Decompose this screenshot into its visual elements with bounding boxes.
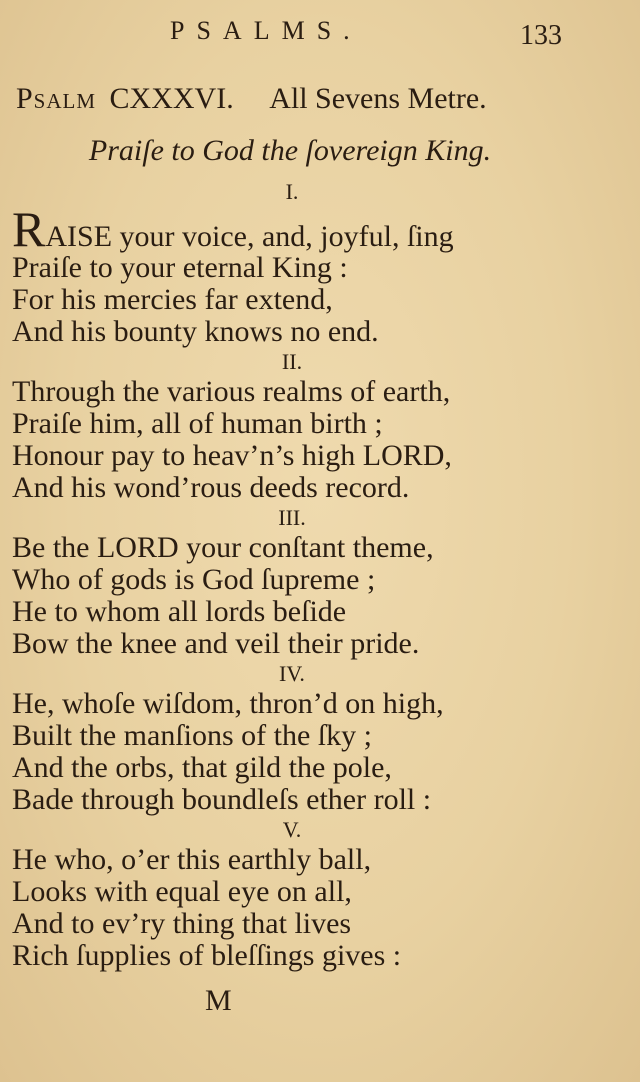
verse-line: Honour pay to heav’n’s high LORD,: [12, 439, 452, 472]
verse-line: Built the manſions of the ſky ;: [12, 719, 372, 752]
verse-line: And the orbs, that gild the pole,: [12, 751, 392, 784]
psalm-label: Psalm: [16, 82, 97, 115]
verse-line: Bade through boundleſs ether roll :: [12, 783, 432, 816]
verse-line: And to ev’ry thing that lives: [12, 907, 352, 940]
psalm-number: CXXXVI.: [109, 82, 234, 115]
stanza-numeral: I.: [285, 179, 299, 204]
verse-line: Bow the knee and veil their pride.: [12, 627, 420, 660]
stanza-numeral: IV.: [279, 661, 305, 686]
verse-line: Through the various realms of earth,: [12, 375, 451, 408]
stanza-numeral: V.: [282, 817, 302, 842]
psalm-metre: All Sevens Metre.: [269, 82, 487, 115]
verse-line: Looks with equal eye on all,: [12, 875, 352, 908]
verse-line: For his mercies far extend,: [12, 283, 333, 316]
verse-line: Be the LORD your conſtant theme,: [12, 531, 434, 564]
running-head: PSALMS.: [170, 16, 362, 45]
page-number: 133: [520, 20, 562, 51]
catchword: M: [205, 984, 232, 1017]
verse-line: He, whoſe wiſdom, thron’d on high,: [12, 687, 444, 720]
verse-line: He who, o’er this earthly ball,: [12, 843, 372, 876]
drop-cap: R: [12, 201, 46, 257]
stanza-numeral: II.: [281, 349, 303, 374]
verses: [12, 178, 612, 972]
psalm-title: [16, 82, 487, 116]
psalm-subtitle: Praiſe to God the ſovereign King.: [88, 134, 492, 167]
verse-line-text: AISE your voice, and, joyful, ſing: [45, 220, 454, 253]
verse-line: Who of gods is God ſupreme ;: [12, 563, 376, 596]
verse-line: He to whom all lords beſide: [12, 595, 347, 628]
stanza-numeral: III.: [278, 505, 306, 530]
verse-line: Praiſe to your eternal King :: [12, 251, 348, 284]
verse-line: Rich ſupplies of bleſſings gives :: [12, 939, 402, 972]
verse-line: [12, 201, 612, 257]
verse-line: Praiſe him, all of human birth ;: [12, 407, 383, 440]
verse-line: And his bounty knows no end.: [12, 315, 379, 348]
verse-line: And his wond’rous deeds record.: [12, 471, 410, 504]
